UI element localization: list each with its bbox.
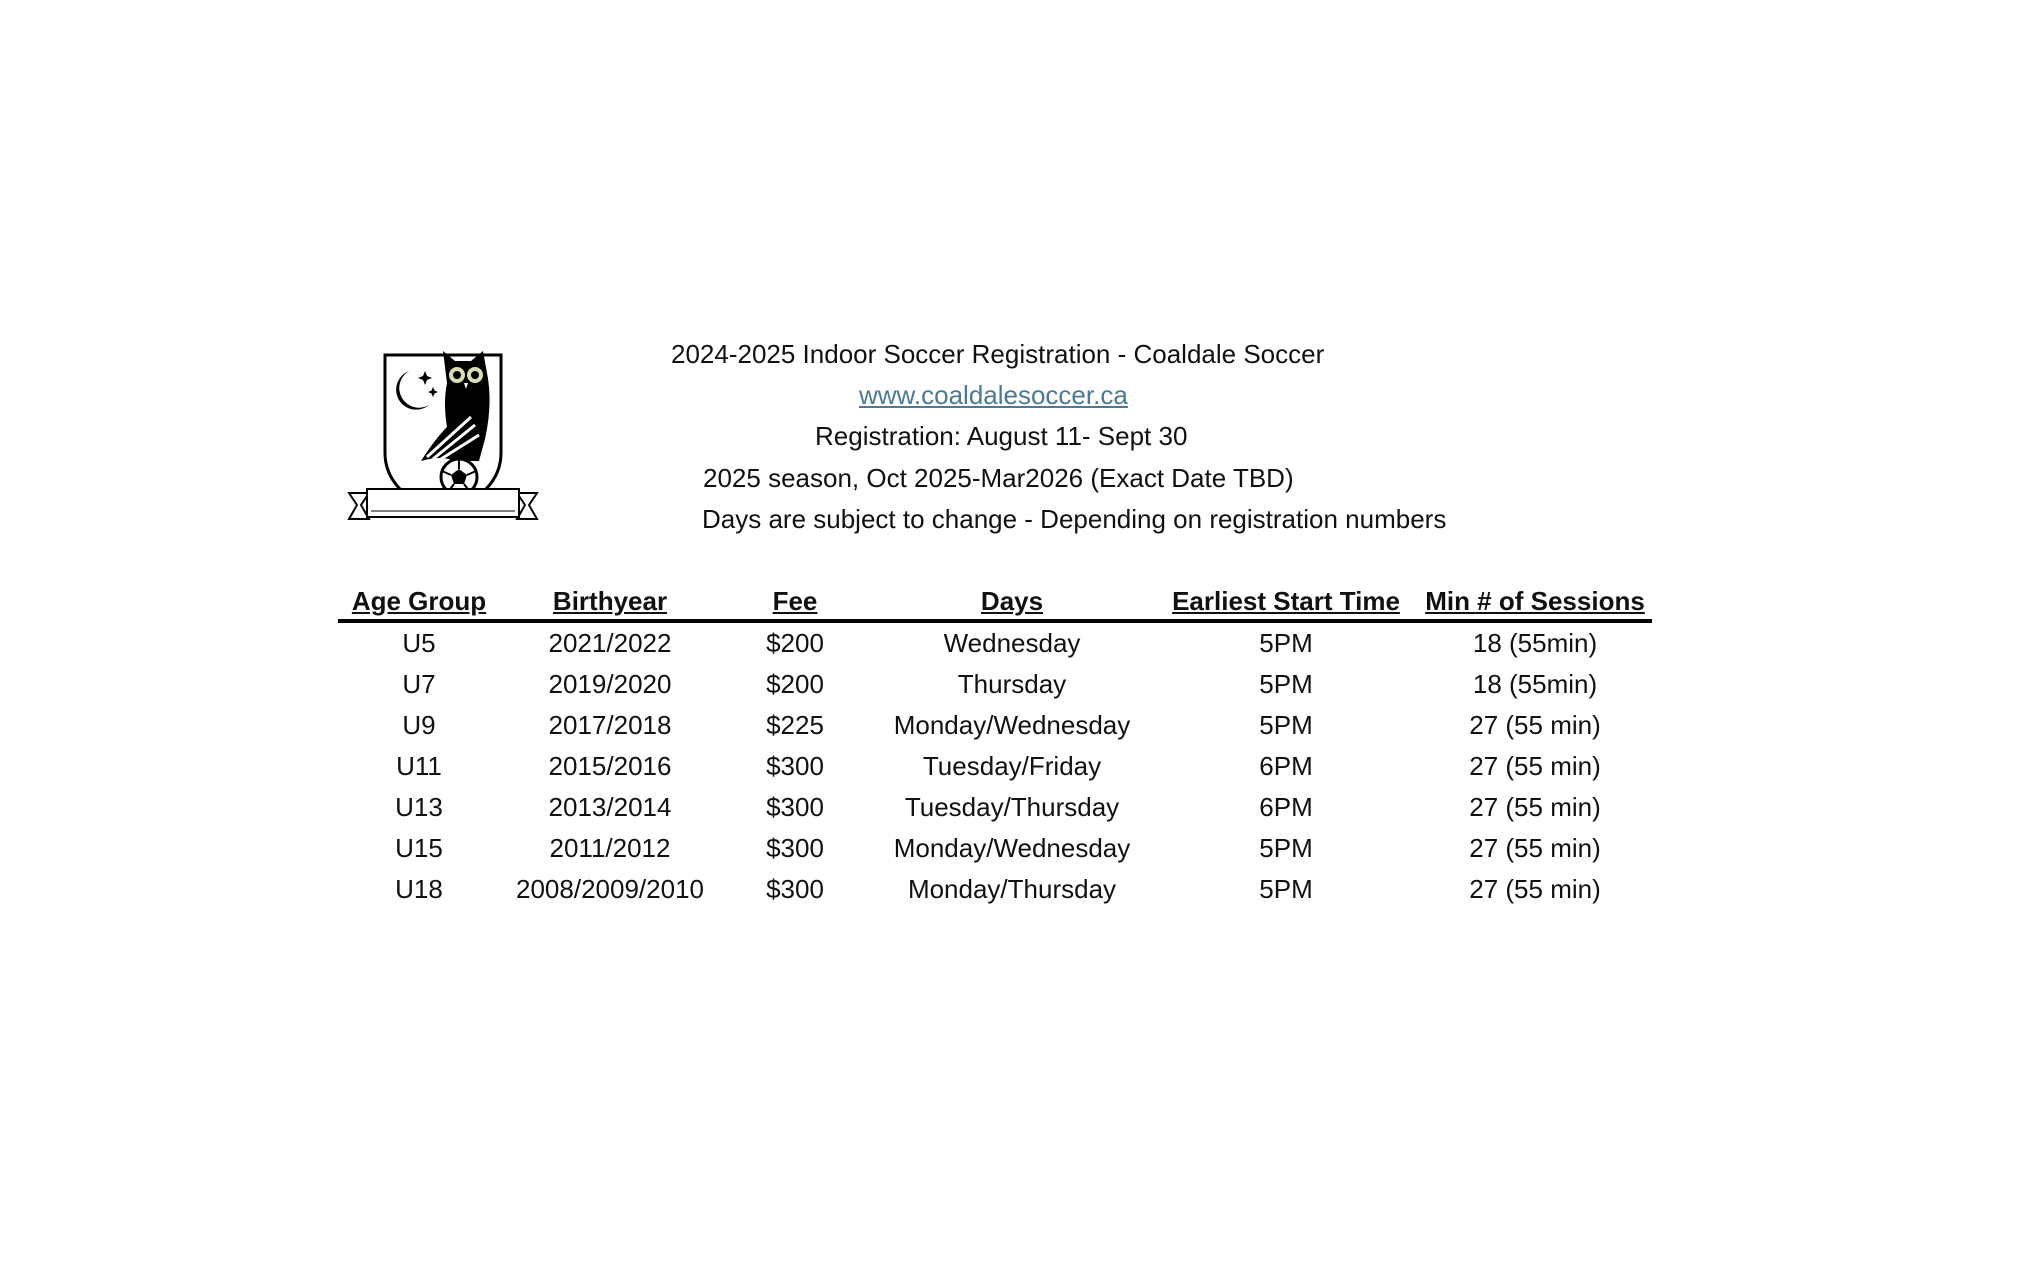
- document-title: 2024-2025 Indoor Soccer Registration - Coaldale Soccer: [671, 339, 1325, 369]
- season-dates: 2025 season, Oct 2025-Mar2026 (Exact Date TBD): [703, 463, 1294, 493]
- column-header-age-group: Age Group: [338, 577, 500, 621]
- cell-birthyear: 2019/2020: [548, 669, 672, 699]
- table-row: [338, 664, 1652, 705]
- table-row: [338, 705, 1652, 746]
- cell-sessions: 27 (55 min): [1469, 833, 1601, 863]
- cell-start-time: 5PM: [1259, 874, 1313, 904]
- cell-fee: $300: [766, 751, 824, 781]
- cell-days: Tuesday/Friday: [922, 751, 1102, 781]
- registration-dates: Registration: August 11- Sept 30: [815, 421, 1188, 451]
- table-row: [338, 746, 1652, 787]
- table-row: [338, 621, 1652, 664]
- cell-start-time: 5PM: [1259, 628, 1313, 658]
- registration-table: [338, 577, 1652, 910]
- cell-days: Monday/Wednesday: [893, 833, 1131, 863]
- cell-start-time: 5PM: [1259, 710, 1313, 740]
- cell-sessions: 18 (55min): [1472, 669, 1598, 699]
- cell-age-group: U13: [395, 792, 443, 822]
- cell-days: Monday/Wednesday: [893, 710, 1131, 740]
- table-header-row: [338, 577, 1652, 621]
- cell-sessions: 27 (55 min): [1469, 710, 1601, 740]
- cell-age-group: U5: [402, 628, 436, 658]
- cell-days: Wednesday: [943, 628, 1081, 658]
- cell-start-time: 6PM: [1259, 792, 1313, 822]
- cell-birthyear: 2008/2009/2010: [516, 874, 704, 904]
- column-header-start-time: Earliest Start Time: [1154, 577, 1418, 621]
- cell-sessions: 27 (55 min): [1469, 874, 1601, 904]
- cell-fee: $300: [766, 833, 824, 863]
- table-row: [338, 869, 1652, 910]
- cell-start-time: 6PM: [1259, 751, 1313, 781]
- cell-days: Tuesday/Thursday: [904, 792, 1120, 822]
- cell-sessions: 18 (55min): [1472, 628, 1598, 658]
- cell-days: Monday/Thursday: [907, 874, 1117, 904]
- cell-days: Thursday: [957, 669, 1067, 699]
- cell-birthyear: 2011/2012: [549, 833, 671, 863]
- cell-sessions: 27 (55 min): [1469, 751, 1601, 781]
- cell-age-group: U15: [395, 833, 443, 863]
- column-header-days: Days: [870, 577, 1154, 621]
- cell-age-group: U7: [402, 669, 436, 699]
- table-row: [338, 787, 1652, 828]
- cell-birthyear: 2021/2022: [548, 628, 672, 658]
- cell-fee: $300: [766, 792, 824, 822]
- cell-start-time: 5PM: [1259, 833, 1313, 863]
- owl-crest-logo: [347, 343, 539, 535]
- schedule-note: Days are subject to change - Depending on registration numbers: [702, 504, 1447, 534]
- cell-birthyear: 2013/2014: [548, 792, 672, 822]
- cell-sessions: 27 (55 min): [1469, 792, 1601, 822]
- cell-age-group: U18: [395, 874, 443, 904]
- column-header-birthyear: Birthyear: [500, 577, 720, 621]
- cell-fee: $300: [766, 874, 824, 904]
- cell-age-group: U9: [402, 710, 436, 740]
- cell-fee: $225: [766, 710, 824, 740]
- cell-fee: $200: [766, 669, 824, 699]
- cell-start-time: 5PM: [1259, 669, 1313, 699]
- column-header-sessions: Min # of Sessions: [1418, 577, 1652, 621]
- table-row: [338, 828, 1652, 869]
- cell-birthyear: 2015/2016: [548, 751, 672, 781]
- cell-age-group: U11: [396, 751, 442, 781]
- website-link[interactable]: www.coaldalesoccer.ca: [859, 380, 1128, 410]
- cell-fee: $200: [766, 628, 824, 658]
- cell-birthyear: 2017/2018: [548, 710, 672, 740]
- column-header-fee: Fee: [720, 577, 870, 621]
